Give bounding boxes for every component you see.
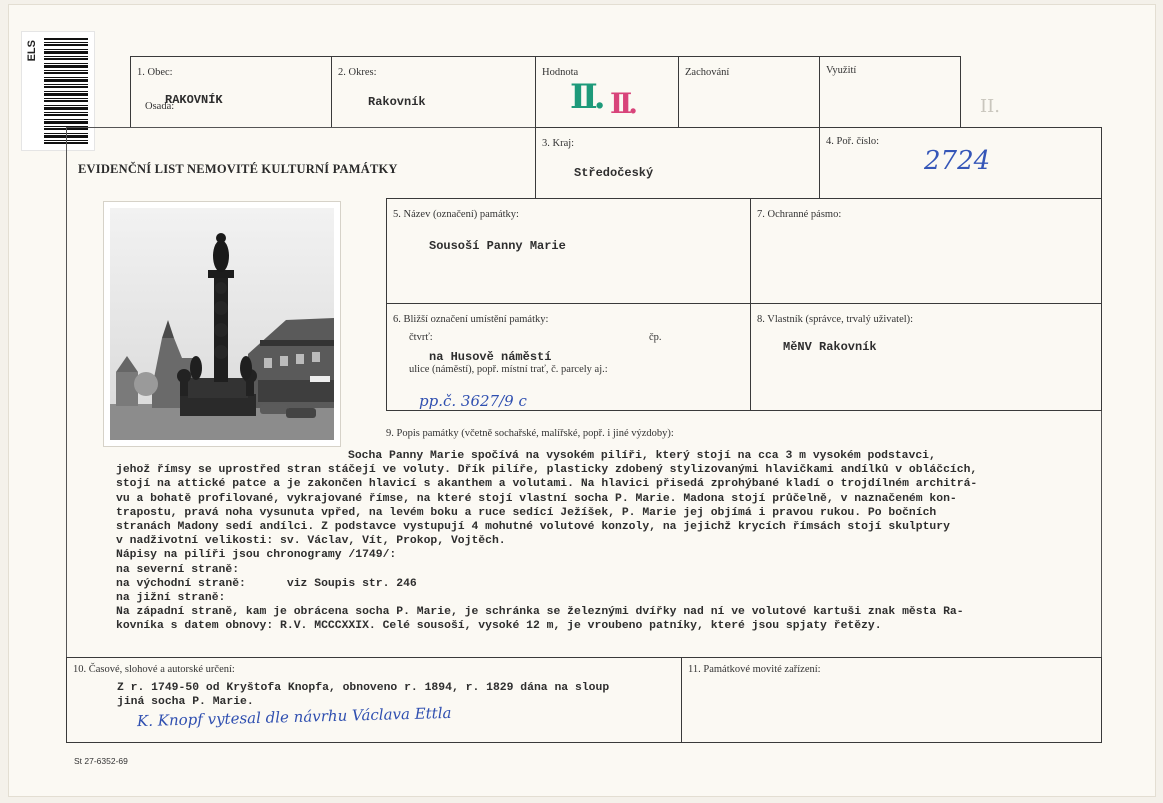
urceni-label: 10. Časové, slohové a autorské určení:	[73, 664, 235, 675]
nazev-value: Sousoší Panny Marie	[429, 239, 566, 253]
barcode-text: ELS	[26, 40, 38, 62]
urceni-line: Z r. 1749-50 od Kryštofa Knopfa, obnoveno r. 1894, r. 1829 dána na sloup	[117, 682, 610, 694]
ochranne-pasmo-label: 7. Ochranné pásmo:	[757, 209, 842, 220]
okres-label: 2. Okres:	[338, 67, 377, 78]
movite-label: 11. Památkové movité zařízení:	[688, 664, 821, 675]
movite-field	[681, 657, 1102, 743]
popis-line: jehož římsy se uprostřed stran stáčejí ve voluty. Dřík pilíře, plasticky zdobený stylizovanými hlavičkami andílků v obláčcích,	[116, 464, 978, 477]
urceni-field	[66, 657, 682, 743]
popis-line: na severní straně:	[116, 563, 240, 576]
umisteni-label: 6. Bližší označení umístění památky:	[393, 314, 549, 325]
hodnota-mark-pink: II.	[610, 87, 634, 120]
ochranne-pasmo-field	[750, 198, 1102, 304]
popis-text	[116, 449, 1126, 634]
hodnota-label: Hodnota	[542, 67, 579, 78]
parcel-value: pp.č. 3627/9 c	[419, 392, 527, 410]
okres-field	[331, 56, 536, 128]
por-cislo-field	[819, 127, 1102, 199]
popis-line: Socha Panny Marie spočívá na vysokém pilíři, který stojí na cca 3 m vysokém podstavci,	[348, 450, 936, 462]
popis-line: trapostu, pravá noha vysunuta vpřed, na levém boku a ruce sedící Ježíšek, P. Marie jej objímá i pravou rukou. Po bočních	[116, 506, 937, 519]
urceni-line: jiná socha P. Marie.	[117, 696, 254, 708]
osada-label: Osada:	[145, 101, 175, 112]
popis-line: vu a bohatě profilované, vykrajované římse, na které stojí vlastní socha P. Marie. Madona stojí průčelně, v naznačeném kon-	[116, 492, 957, 505]
vlastnik-field	[750, 303, 1102, 411]
popis-line: v nadživotní velikosti: sv. Václav, Vít, Prokop, Vojtěch.	[116, 535, 506, 548]
nazev-label: 5. Název (označení) památky:	[393, 209, 519, 220]
obec-value: RAKOVNÍK	[165, 93, 223, 107]
popis-label: 9. Popis památky (včetně sochařské, malířské, popř. i jiné výzdoby):	[386, 428, 674, 439]
por-cislo-value: 2724	[924, 146, 991, 176]
vlastnik-value: MěNV Rakovník	[783, 340, 877, 354]
popis-line: Nápisy na pilíři jsou chronogramy /1749/:	[116, 549, 397, 562]
popis-line: Na západní straně, kam je obrácena socha P. Marie, je schránka se železnými dvířky nad ní ve volutové kartuši znak města Ra-	[116, 606, 964, 619]
record-card	[8, 4, 1156, 797]
marian-column-photo-icon	[110, 208, 334, 440]
popis-line: stranách Madony sedí andílci. Z podstavce vystupují 4 mohutné volutové konzoly, na jejichž krycích římsách stojí skulptury	[116, 521, 950, 534]
street-label: ulice (náměstí), popř. místní trať, č. parcely aj.:	[409, 364, 608, 375]
zachovani-field	[678, 56, 820, 128]
form-code: St 27-6352-69	[74, 756, 128, 766]
okres-value: Rakovník	[368, 95, 426, 109]
popis-line: na jižní straně:	[116, 592, 226, 605]
zachovani-label: Zachování	[685, 67, 730, 78]
hodnota-mark-green: II.	[570, 77, 602, 117]
ctvrt-label: čtvrť:	[409, 332, 433, 343]
popis-line: kovníka s datem obnovy: R.V. MCCCXXIX. Celé sousoší, vysoké 12 m, je vroubeno patníky, které jsou spjaty řetězy.	[116, 620, 882, 633]
obec-field	[130, 56, 332, 128]
hodnota-field	[535, 56, 679, 128]
umisteni-field	[386, 303, 751, 411]
kraj-label: 3. Kraj:	[542, 138, 575, 149]
nazev-field	[386, 198, 751, 304]
vyuziti-field	[819, 56, 961, 128]
popis-line: stojí na attické patce a je zakončen hlavicí s akanthem a volutami. Na hlavici přisedá zprohýbané kladí o trojdílném architrá-	[116, 478, 978, 491]
vyuziti-faint-mark: II.	[980, 96, 1000, 117]
street-value: na Husově náměstí	[429, 350, 552, 364]
monument-photo	[104, 202, 340, 446]
vyuziti-label: Využití	[826, 65, 857, 76]
kraj-field	[535, 127, 820, 199]
form-title: EVIDENČNÍ LIST NEMOVITÉ KULTURNÍ PAMÁTKY	[78, 162, 398, 176]
popis-line: na východní straně: viz Soupis str. 246	[116, 577, 417, 590]
vlastnik-label: 8. Vlastník (správce, trvalý uživatel):	[757, 314, 914, 325]
kraj-value: Středočeský	[574, 166, 654, 180]
obec-label: 1. Obec:	[137, 67, 173, 78]
cp-label: čp.	[649, 332, 662, 343]
por-cislo-label: 4. Poř. číslo:	[826, 136, 880, 147]
urceni-handwritten: K. Knopf vytesal dle návrhu Václava Ettla	[136, 703, 452, 731]
